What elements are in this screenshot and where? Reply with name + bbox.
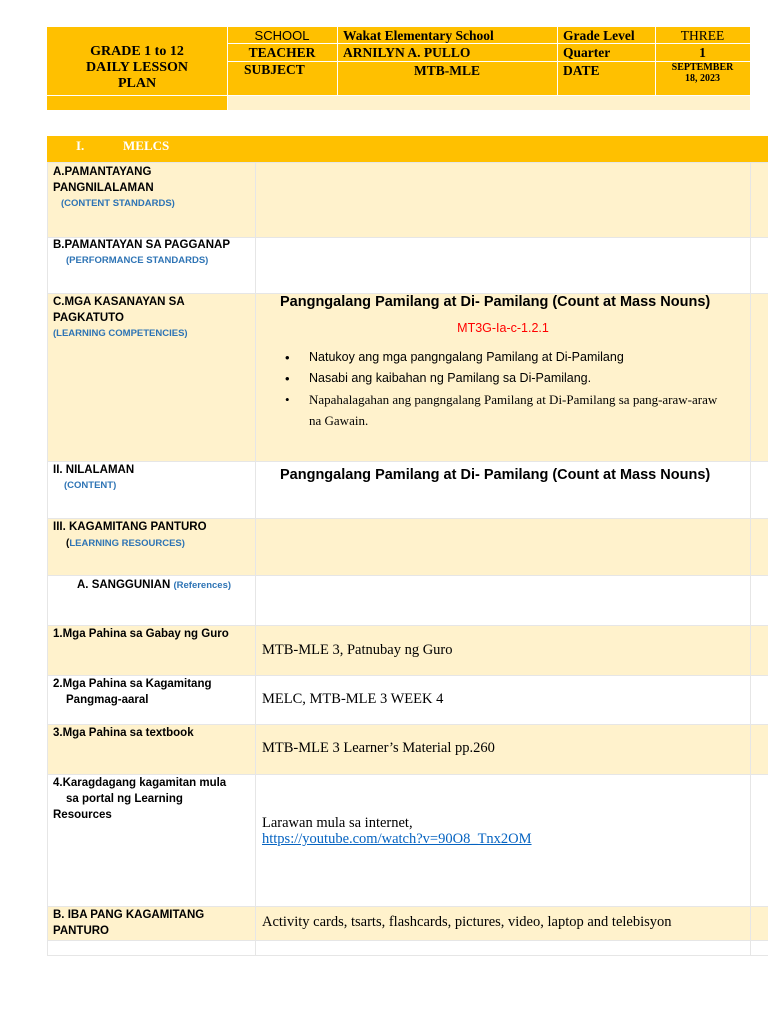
date-label: DATE xyxy=(563,63,600,78)
learning-resources-label: III. KAGAMITANG PANTURO (LEARNING RESOURCES) xyxy=(53,521,207,549)
row-empty xyxy=(47,940,768,956)
grade-level-label: Grade Level xyxy=(563,28,635,43)
content-label: II. NILALAMAN (CONTENT) xyxy=(53,464,135,491)
teacher-guide-value: MTB-MLE 3, Patnubay ng Guro xyxy=(262,642,453,658)
list-item: • Nasabi ang kaibahan ng Pamilang sa Di-Pamilang. xyxy=(285,368,725,389)
section-number: I. xyxy=(76,138,85,153)
additional-materials-value: Larawan mula sa internet, https://youtube.com/watch?v=90O8_Tnx2OM xyxy=(262,815,532,847)
list-item: • Natukoy ang mga pangngalang Pamilang at Di-Pamilang xyxy=(285,347,725,368)
teacher-guide-label: 1.Mga Pahina sa Gabay ng Guro xyxy=(53,628,229,640)
header-bottom-strip xyxy=(227,95,750,110)
performance-standards-label: B.PAMANTAYAN SA PAGGANAP (PERFORMANCE STANDARDS) xyxy=(53,239,230,266)
other-materials-label: B. IBA PANG KAGAMITANG PANTURO xyxy=(53,909,205,937)
teacher-label: TEACHER xyxy=(248,45,316,60)
quarter-value: 1 xyxy=(699,45,706,60)
competency-code: MT3G-Ia-c-1.2.1 xyxy=(457,321,549,335)
learner-materials-label: 2.Mga Pahina sa Kagamitang Pangmag-aaral xyxy=(53,678,212,706)
youtube-link[interactable]: https://youtube.com/watch?v=90O8_Tnx2OM xyxy=(262,831,532,847)
subject-label: SUBJECT xyxy=(244,62,305,77)
content-standards-label: A.PAMANTAYANG PANGNILALAMAN (CONTENT STANDARDS) xyxy=(53,166,175,209)
content-value: Pangngalang Pamilang at Di- Pamilang (Count at Mass Nouns) xyxy=(280,467,711,483)
section-title: MELCS xyxy=(123,138,170,153)
grade-level-value: THREE xyxy=(680,28,725,43)
additional-materials-label: 4.Karagdagang kagamitan mula sa portal ng Learning Resources xyxy=(53,777,227,821)
list-item: • Napahalagahan ang pangngalang Pamilang at Di-Pamilang sa pang-araw-araw na Gawain. xyxy=(285,389,725,431)
competency-heading: Pangngalang Pamilang at Di- Pamilang (Count at Mass Nouns) xyxy=(280,294,711,310)
teacher-value: ARNILYN A. PULLO xyxy=(343,45,471,60)
header-title: GRADE 1 to 12 DAILY LESSON PLAN xyxy=(85,44,189,91)
other-materials-value: Activity cards, tsarts, flashcards, pictures, video, laptop and telebisyon xyxy=(262,914,672,930)
textbook-value: MTB-MLE 3 Learner’s Material pp.260 xyxy=(262,740,495,756)
learning-competencies-label: C.MGA KASANAYAN SA PAGKATUTO (LEARNING COMPETENCIES) xyxy=(53,296,188,339)
quarter-label: Quarter xyxy=(563,45,611,60)
competency-list xyxy=(285,347,725,431)
textbook-label: 3.Mga Pahina sa textbook xyxy=(53,727,194,739)
section-melcs-header xyxy=(47,136,768,162)
school-label: SCHOOL xyxy=(254,28,310,43)
school-value: Wakat Elementary School xyxy=(343,28,494,43)
subject-value: MTB-MLE xyxy=(414,63,480,78)
learner-materials-value: MELC, MTB-MLE 3 WEEK 4 xyxy=(262,691,444,707)
date-value: SEPTEMBER 18, 2023 xyxy=(671,62,734,84)
references-label: A. SANGGUNIAN (References) xyxy=(77,579,232,591)
